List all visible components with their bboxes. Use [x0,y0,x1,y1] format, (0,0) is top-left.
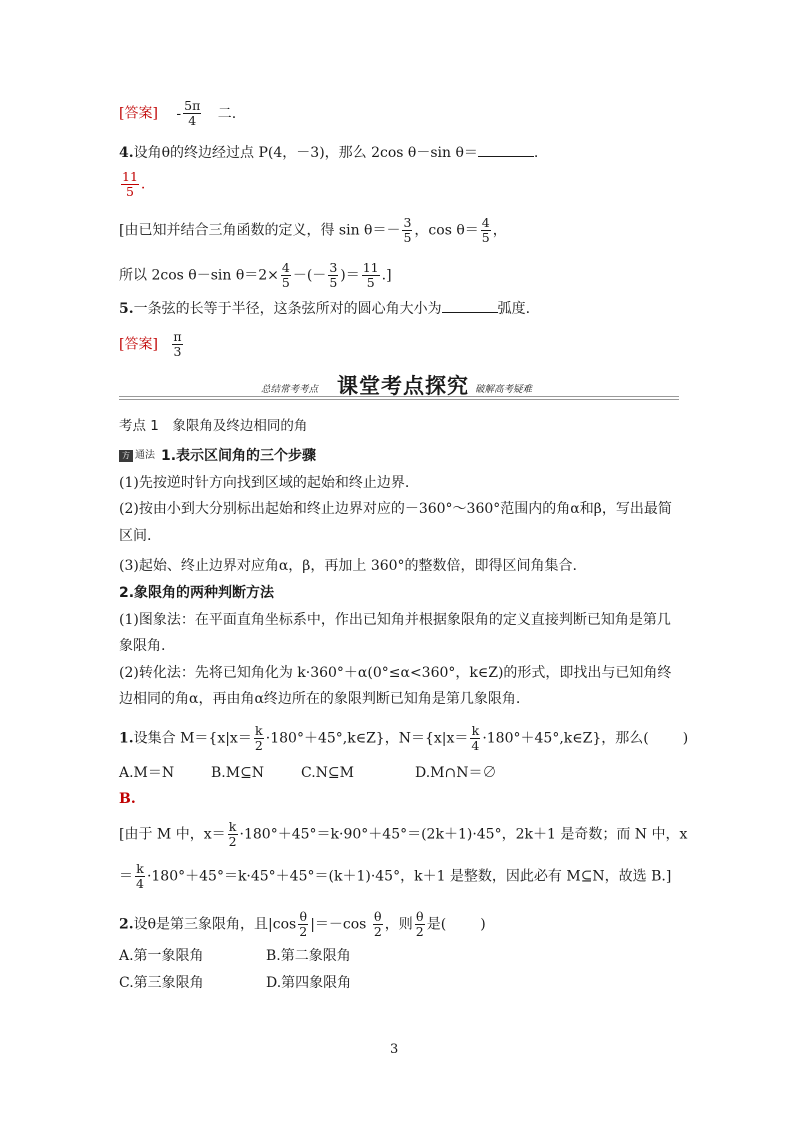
method2-line: 象限角. [119,638,166,654]
solution-text: )＝ [340,267,360,284]
numerator: 4 [281,260,290,275]
numerator: 5π [184,98,201,113]
question-text: 是( [426,916,447,933]
denominator: 2 [254,738,263,753]
section-banner [119,372,679,402]
question-text: ，则 [384,916,413,933]
method-heading [119,446,316,466]
denominator: 5 [329,275,338,290]
question-text: ) [682,730,689,747]
example-2 [119,910,486,939]
numerator: θ [299,909,307,924]
banner-right-text: 破解高考疑难 [475,384,533,395]
solution-q4-line2 [119,261,392,290]
minus-sign: - [176,105,182,122]
option-b: B.M⊆N [211,765,265,781]
question-text: |＝－cos [310,916,371,933]
option-a: A.第一象限角 [119,948,204,964]
option-c: C.N⊆M [301,765,354,781]
topic-heading: 考点 1 象限角及终边相同的角 [119,418,308,434]
numerator: θ [374,909,382,924]
example-1-solution-line1 [119,820,687,849]
example-2-options-row1 [119,946,351,966]
numerator: θ [415,909,424,924]
banner-left-text: 总结常考考点 [261,384,319,395]
question-text: 一条弦的长等于半径，这条弦所对的圆心角大小为 [133,301,442,317]
fraction [470,724,480,753]
denominator: 3 [173,344,182,359]
answer-q3 [119,99,236,128]
denominator: 4 [471,738,480,753]
numerator: k [228,819,237,834]
answer-dot: . [140,176,146,193]
numerator: 3 [329,260,338,275]
answer-q5 [119,330,185,359]
question-text: ) [480,916,486,933]
method-badge-icon: 方 [119,450,133,462]
fraction [183,99,201,128]
question-end: . [533,145,539,161]
question-5 [119,298,530,319]
question-text: ·180°＋45°,k∈Z}，那么( [482,730,649,747]
question-text: 设角θ的终边经过点 P(4，－3)，那么 2cos θ－sin θ＝ [133,145,478,161]
fraction [281,261,291,290]
denominator: 2 [415,924,424,939]
solution-text: 所以 2cos θ－sin θ＝2× [119,267,279,284]
solution-text: ·180°＋45°＝k·90°＋45°＝(2k＋1)·45°，2k＋1 是奇数；而 N 中，x [239,826,688,843]
numerator: π [173,329,182,344]
numerator: k [136,861,144,876]
example-2-options-row2 [119,973,351,993]
example-1-answer: B. [119,791,136,807]
option-d: D.第四象限角 [266,975,352,991]
denominator: 5 [281,275,290,290]
example-1 [119,724,688,753]
page-number: 3 [390,1042,399,1057]
solution-text: [由于 M 中，x＝ [119,826,226,843]
option-a: A.M＝N [119,765,175,781]
step-line: (2)按由小到大分别标出起始和终止边界对应的－360°～360°范围内的角α和β，写出最简 [119,501,672,517]
banner-title: 课堂考点探究 [337,374,469,398]
solution-text: ＝ [119,868,133,885]
example-1-options [119,763,497,783]
solution-text: [由已知并结合三角函数的定义，得 sin θ＝－ [119,222,401,239]
option-c: C.第三象限角 [119,975,204,991]
option-d: D.M∩N＝∅ [415,765,497,781]
method2-title: 2.象限角的两种判断方法 [119,585,275,601]
answer-tag: [答案] [119,105,158,122]
numerator: 3 [403,215,412,230]
denominator: 2 [299,924,308,939]
fraction [328,261,338,290]
method-title: 1.表示区间角的三个步骤 [161,448,317,464]
method2-line: (1)图象法：在平面直角坐标系中，作出已知角并根据象限角的定义直接判断已知角是第几 [119,612,671,628]
numerator: 11 [122,169,138,184]
step-line: (1)先按逆时针方向找到区域的起始和终止边界. [119,475,410,491]
solution-text: －(－ [292,267,327,284]
fraction [172,330,182,359]
solution-text: .] [381,267,392,284]
question-number: 1. [119,730,134,747]
fraction [402,216,412,245]
question-text: ·180°＋45°,k∈Z}，N＝{x|x＝ [265,730,469,747]
fraction [362,261,380,290]
question-number: 4. [119,145,134,161]
solution-text: ·180°＋45°＝k·45°＋45°＝(k＋1)·45°，k＋1 是整数，因此必有 M⊆N，故选 B.] [146,868,672,885]
fraction [481,216,491,245]
fraction [228,820,238,849]
fraction [415,910,425,939]
answer-text: 二. [217,105,237,122]
answer-q4 [119,170,145,199]
fraction [254,724,264,753]
solution-q4-line1 [119,216,507,245]
denominator: 4 [136,876,144,891]
solution-text: ，cos θ＝ [414,222,479,239]
answer-tag: [答案] [119,336,158,353]
method-badge-label: 通法 [135,450,155,461]
question-end: 弧度. [497,301,531,317]
option-b: B.第二象限角 [266,948,351,964]
denominator: 4 [188,113,197,128]
numerator: 11 [362,260,379,275]
step-line: 区间. [119,528,152,544]
denominator: 5 [481,230,490,245]
denominator: 2 [373,924,382,939]
fraction [298,910,308,939]
numerator: k [255,723,263,738]
fraction [373,910,383,939]
fraction [135,862,145,891]
example-1-solution-line2 [119,862,671,891]
question-number: 2. [119,916,134,933]
answer-blank [478,142,534,157]
fraction [121,170,139,199]
denominator: 2 [228,834,237,849]
question-text: 设θ是第三象限角，且|cos [133,916,297,933]
denominator: 5 [125,184,134,199]
denominator: 5 [366,275,375,290]
denominator: 5 [403,230,412,245]
question-4 [119,142,538,163]
question-text: 设集合 M＝{x|x＝ [133,730,252,747]
method2-line: (2)转化法：先将已知角化为 k·360°＋α(0°≤α<360°，k∈Z)的形式，即找出与已知角终 [119,665,672,681]
method2-line: 边相同的角α，再由角α终边所在的象限判断已知角是第几象限角. [119,691,521,707]
solution-text: ， [492,222,507,239]
question-number: 5. [119,301,134,317]
numerator: 4 [481,215,490,230]
step-line: (3)起始、终止边界对应角α，β，再加上 360°的整数倍，即得区间角集合. [119,558,577,574]
numerator: k [471,723,480,738]
answer-blank [442,298,498,313]
